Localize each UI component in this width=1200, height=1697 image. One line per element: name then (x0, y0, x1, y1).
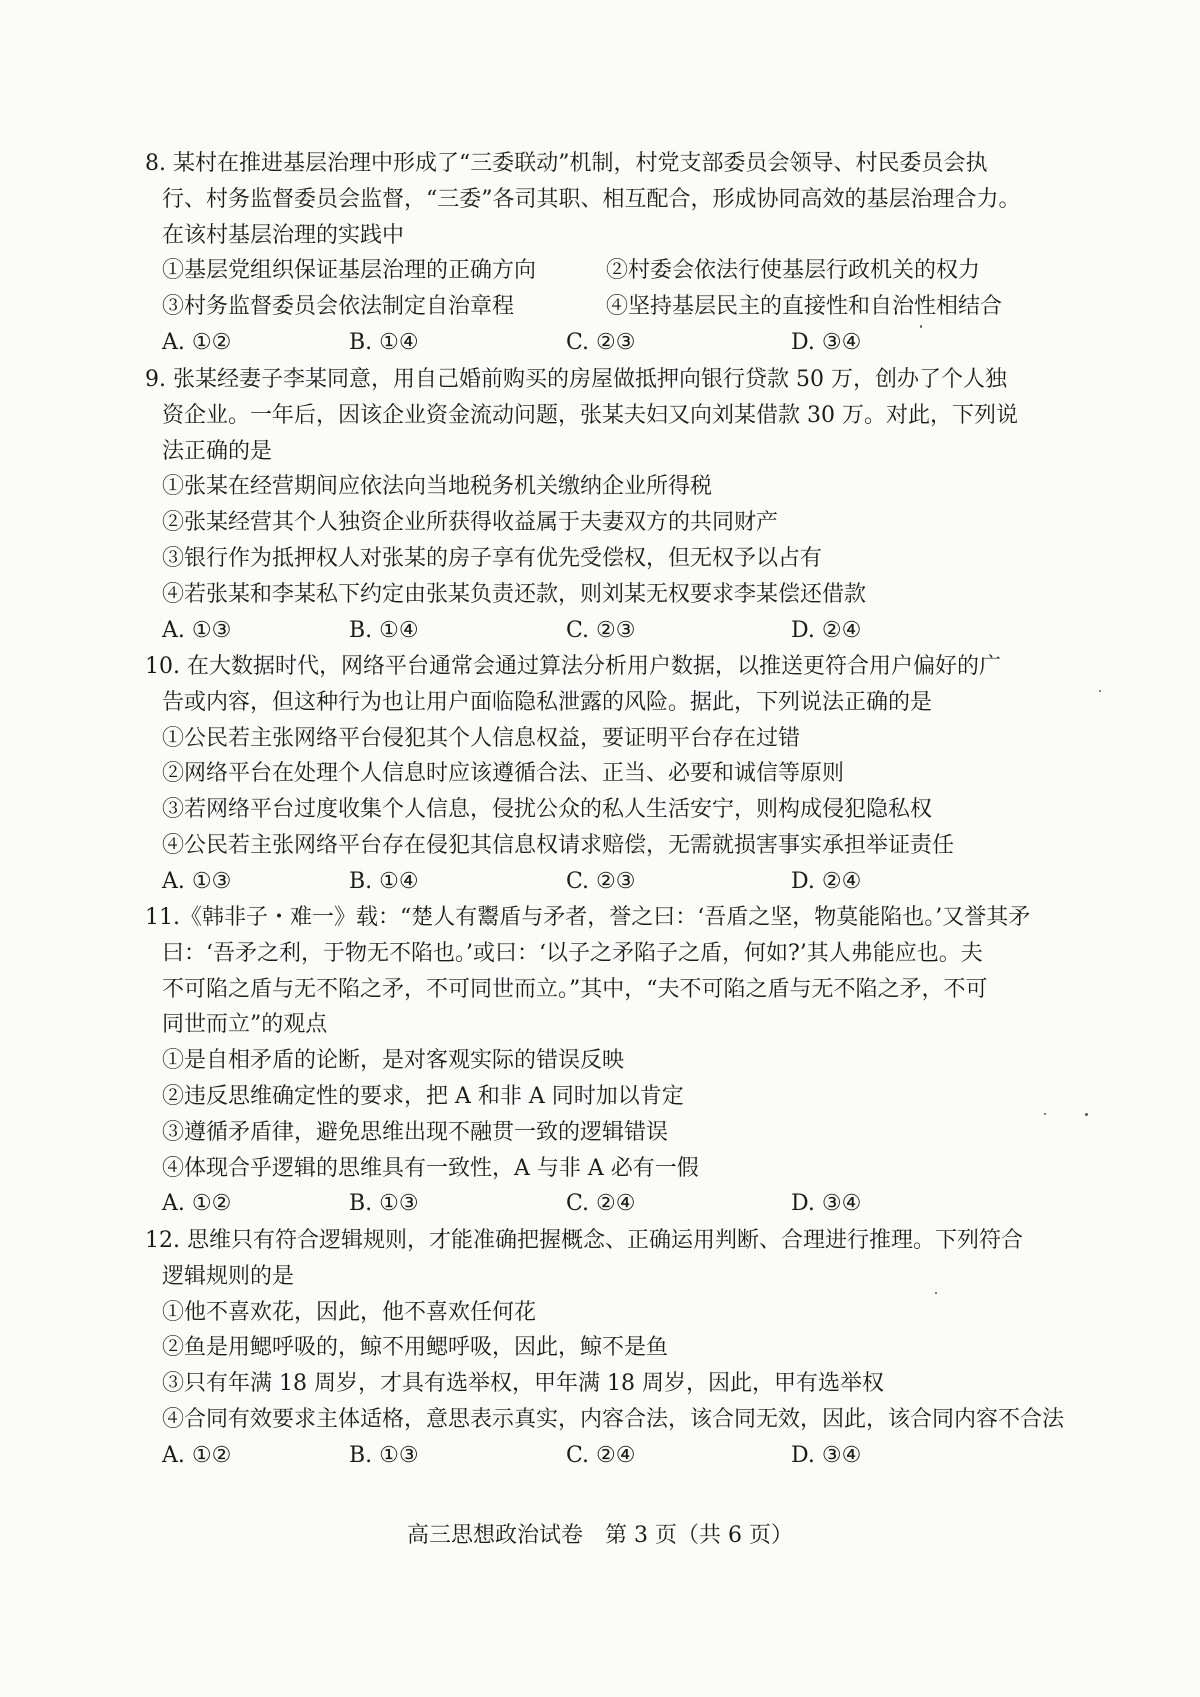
scan-speck (1099, 690, 1101, 692)
answer-b: B. ①④ (349, 868, 419, 894)
answer-a: A. ①③ (162, 868, 232, 894)
question-stem-line: 9. 张某经妻子李某同意，用自己婚前购买的房屋做抵押向银行贷款 50 万，创办了个人独 (145, 367, 1007, 392)
scan-speck (1044, 1113, 1046, 1115)
question-stem-line: 逻辑规则的是 (162, 1263, 295, 1289)
scan-speck (1085, 1113, 1088, 1116)
question-stem-line: 告或内容，但这种行为也让用户面临隐私泄露的风险。据此，下列说法正确的是 (162, 689, 933, 715)
scan-speck (935, 1292, 937, 1294)
answer-d: D. ②④ (791, 868, 862, 894)
answer-d: D. ③④ (791, 1442, 862, 1468)
option-2: ②网络平台在处理个人信息时应该遵循合法、正当、必要和诚信等原则 (162, 761, 845, 787)
answer-a: A. ①② (162, 329, 232, 355)
answer-a: A. ①② (162, 1191, 232, 1217)
answer-b: B. ①③ (349, 1191, 419, 1217)
question-stem-line: 资企业。一年后，因该企业资金流动问题，张某夫妇又向刘某借款 30 万。对此，下列说 (162, 402, 1018, 428)
page-footer: 高三思想政治试卷 第 3 页（共 6 页） (407, 1523, 793, 1548)
answer-c: C. ②④ (566, 1191, 636, 1217)
answer-choices (145, 1438, 1050, 1474)
answer-c: C. ②④ (566, 1442, 636, 1468)
answer-d: D. ③④ (791, 1191, 862, 1217)
option-2: ②村委会依法行使基层行政机关的权力 (606, 258, 981, 284)
question-stem-line: 8. 某村在推进基层治理中形成了“三委联动”机制，村党支部委员会领导、村民委员会执 (145, 151, 988, 176)
option-3: ③若网络平台过度收集个人信息，侵扰公众的私人生活安宁，则构成侵犯隐私权 (162, 797, 933, 823)
question-stem-line: 同世而立”的观点 (162, 1012, 328, 1038)
answer-c: C. ②③ (566, 329, 636, 355)
answer-b: B. ①③ (349, 1442, 419, 1468)
option-3: ③村务监督委员会依法制定自治章程 (162, 294, 515, 320)
option-1: ①基层党组织保证基层治理的正确方向 (162, 258, 537, 284)
answer-a: A. ①② (162, 1442, 232, 1468)
question-stem-line: 12. 思维只有符合逻辑规则，才能准确把握概念、正确运用判断、合理进行推理。下列符合 (145, 1228, 1023, 1253)
scan-speck (920, 325, 922, 328)
option-3: ③银行作为抵押权人对张某的房子享有优先受偿权，但无权予以占有 (162, 545, 823, 571)
option-1: ①张某在经营期间应依法向当地税务机关缴纳企业所得税 (162, 474, 713, 500)
question-stem-line: 曰：‘吾矛之利，于物无不陷也。’或曰：‘以子之矛陷子之盾，何如?’其人弗能应也。夫 (162, 940, 983, 966)
question-11 (145, 900, 1050, 1222)
question-stem-line: 在该村基层治理的实践中 (162, 222, 405, 248)
answer-choices (145, 613, 1050, 649)
question-8 (145, 146, 1050, 361)
option-2: ②张某经营其个人独资企业所获得收益属于夫妻双方的共同财产 (162, 510, 779, 536)
option-3: ③遵循矛盾律，避免思维出现不融贯一致的逻辑错误 (162, 1119, 669, 1145)
option-1: ①公民若主张网络平台侵犯其个人信息权益，要证明平台存在过错 (162, 725, 801, 751)
option-row (145, 289, 1050, 325)
option-1: ①是自相矛盾的论断，是对客观实际的错误反映 (162, 1048, 625, 1074)
option-1: ①他不喜欢花，因此，他不喜欢任何花 (162, 1299, 537, 1325)
option-4: ④若张某和李某私下约定由张某负责还款，则刘某无权要求李某偿还借款 (162, 581, 867, 607)
answer-c: C. ②③ (566, 868, 636, 894)
option-4: ④坚持基层民主的直接性和自治性相结合 (606, 294, 1003, 320)
answer-b: B. ①④ (349, 617, 419, 643)
option-2: ②鱼是用鳃呼吸的，鲸不用鳃呼吸，因此，鲸不是鱼 (162, 1335, 669, 1361)
question-stem-line: 法正确的是 (162, 438, 273, 464)
option-4: ④体现合乎逻辑的思维具有一致性，A 与非 A 必有一假 (162, 1155, 699, 1181)
question-9 (145, 362, 1050, 648)
option-4: ④公民若主张网络平台存在侵犯其信息权请求赔偿，无需就损害事实承担举证责任 (162, 832, 955, 858)
question-12 (145, 1223, 1065, 1474)
answer-b: B. ①④ (349, 329, 419, 355)
answer-c: C. ②③ (566, 617, 636, 643)
answer-a: A. ①③ (162, 617, 232, 643)
question-stem-line: 10. 在大数据时代，网络平台通常会通过算法分析用户数据，以推送更符合用户偏好的广 (145, 654, 1001, 679)
answer-choices (145, 864, 1050, 900)
option-row (145, 253, 1050, 289)
answer-choices (145, 1186, 1050, 1222)
option-3: ③只有年满 18 周岁，才具有选举权，甲年满 18 周岁，因此，甲有选举权 (162, 1371, 884, 1397)
answer-d: D. ③④ (791, 329, 862, 355)
answer-choices (145, 325, 1050, 361)
option-2: ②违反思维确定性的要求，把 A 和非 A 同时加以肯定 (162, 1083, 684, 1109)
question-stem-line: 11.《韩非子・难一》载：“楚人有鬻盾与矛者，誉之曰：‘吾盾之坚，物莫能陷也。’又誉其矛 (145, 905, 1031, 930)
question-stem-line: 不可陷之盾与无不陷之矛，不可同世而立。”其中，“夫不可陷之盾与无不陷之矛，不可 (162, 976, 988, 1002)
answer-d: D. ②④ (791, 617, 862, 643)
option-4: ④合同有效要求主体适格，意思表示真实，内容合法，该合同无效，因此，该合同内容不合法 (162, 1406, 1065, 1432)
question-10 (145, 649, 1050, 900)
question-stem-line: 行、村务监督委员会监督，“三委”各司其职、相互配合，形成协同高效的基层治理合力。 (162, 186, 1021, 212)
